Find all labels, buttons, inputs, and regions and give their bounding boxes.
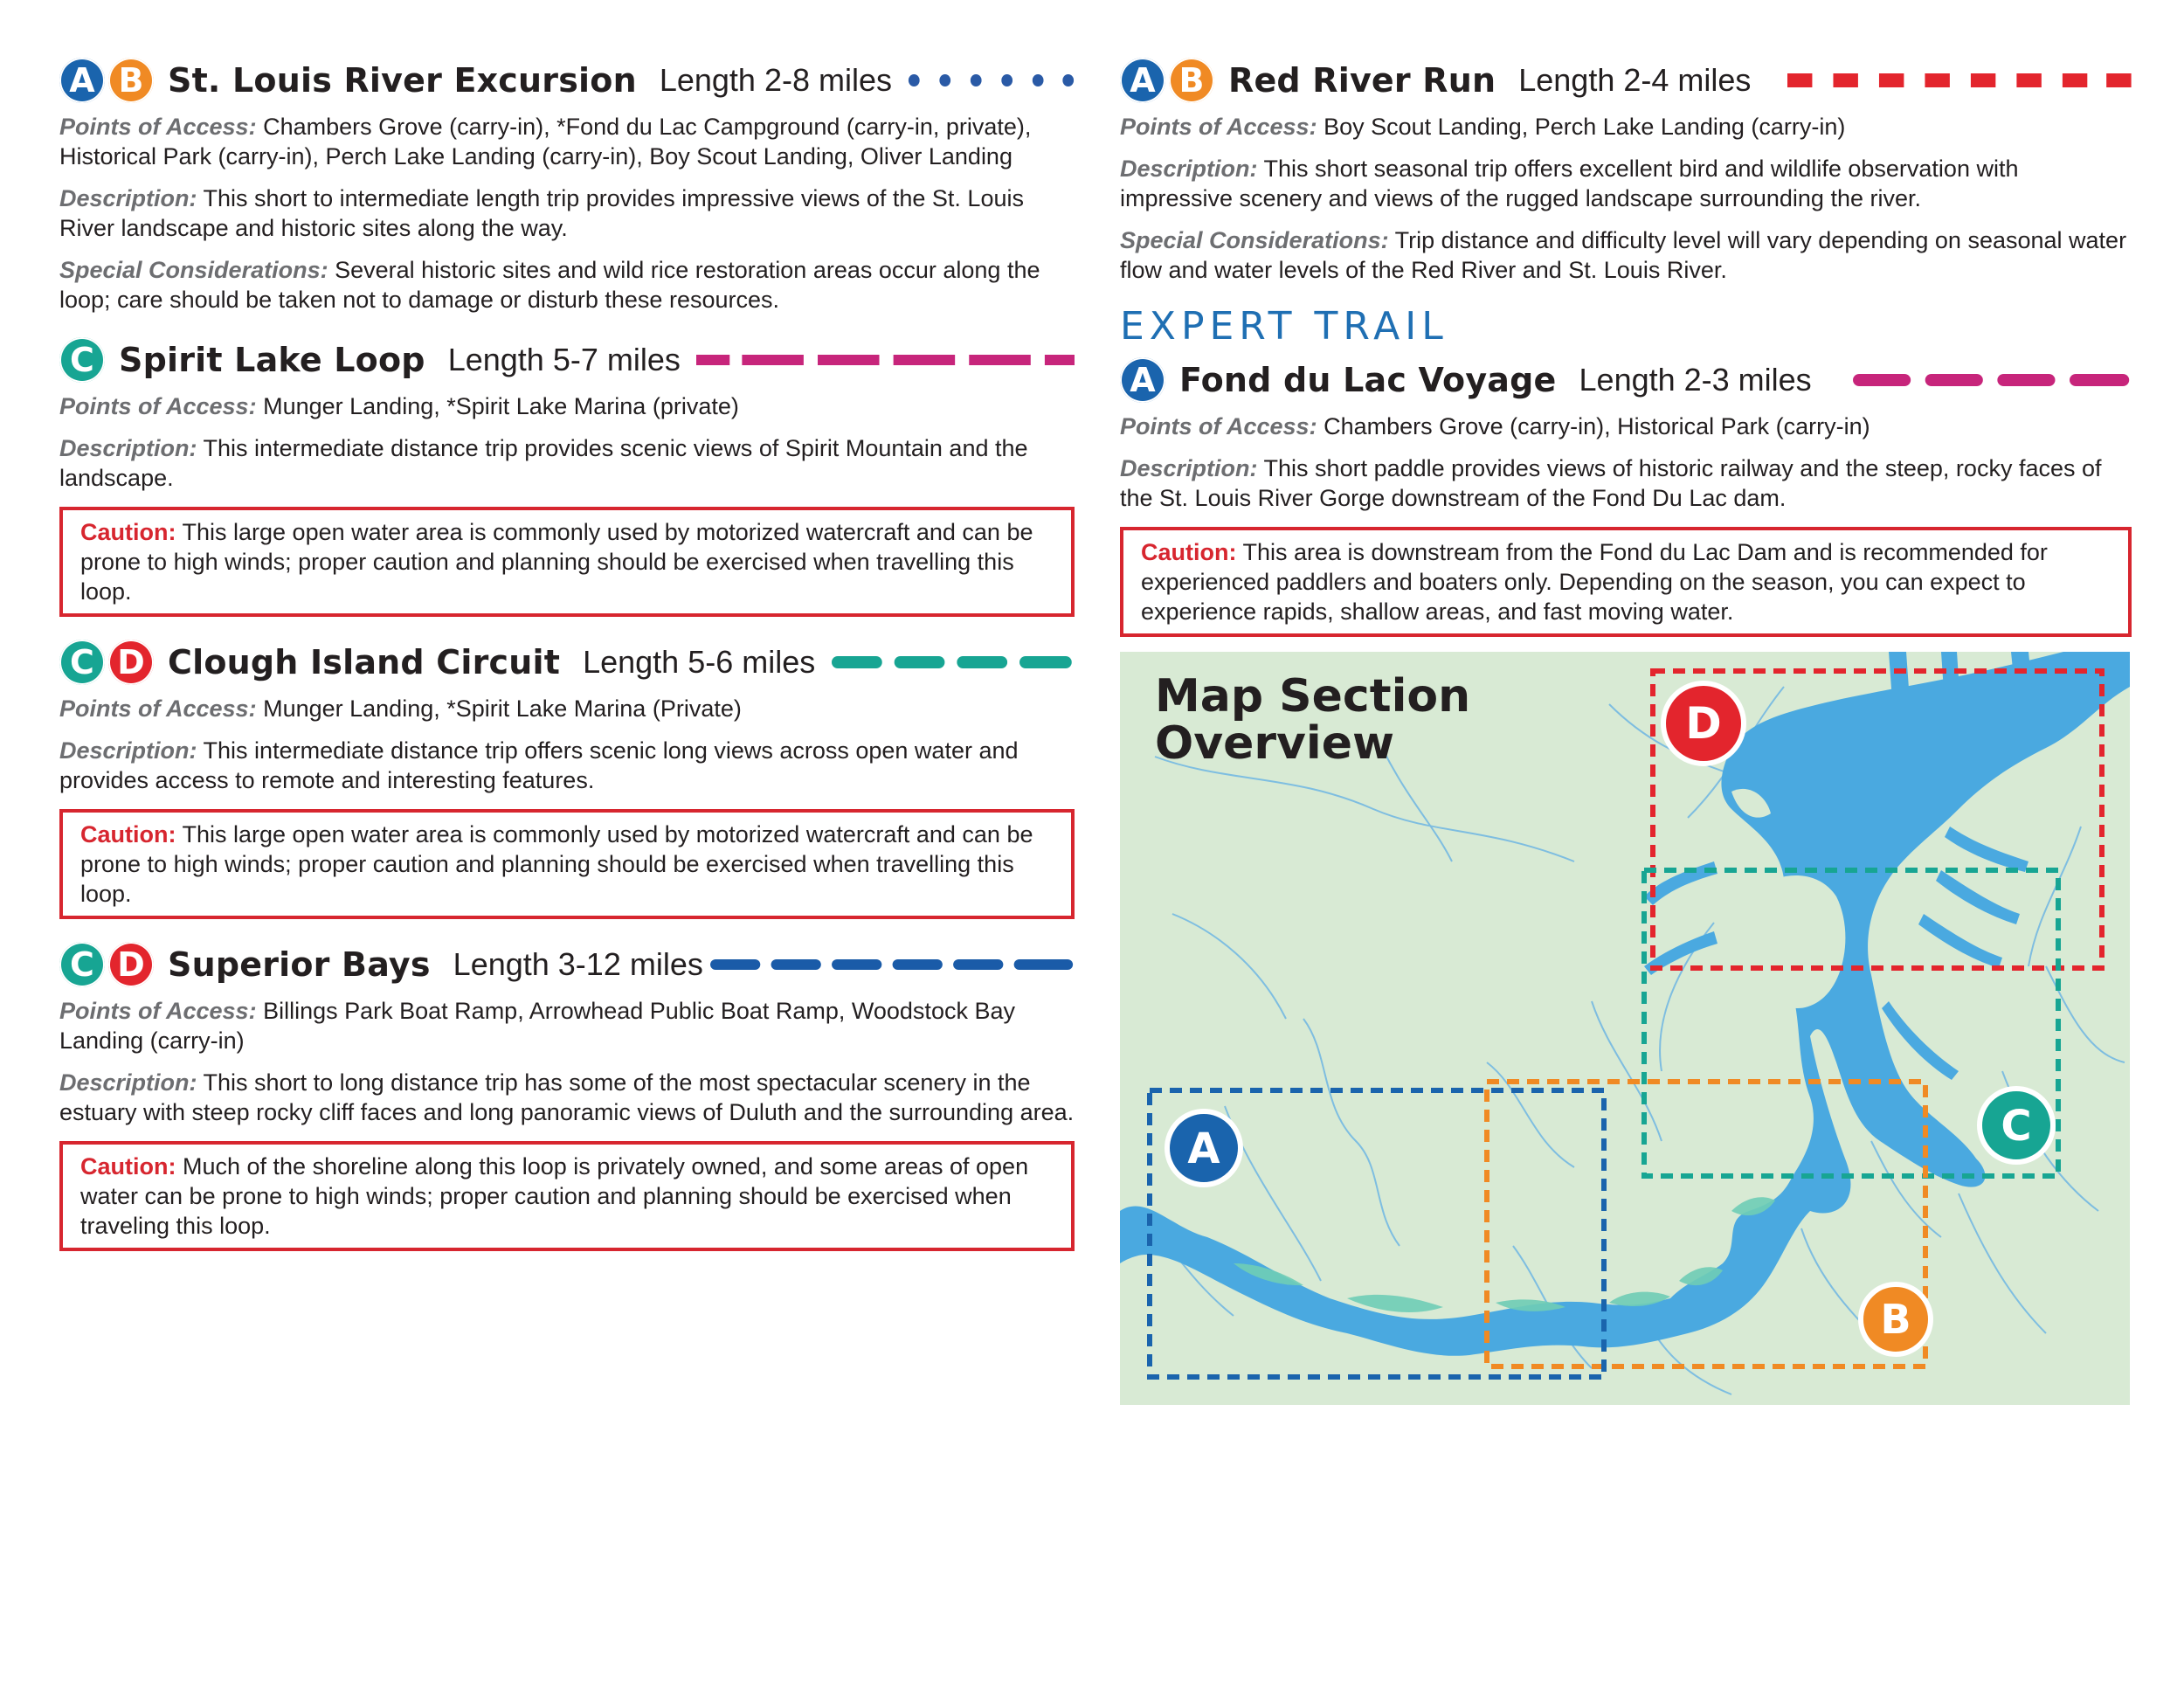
trail-name: Spirit Lake Loop <box>119 341 425 379</box>
trail-superior-bays <box>59 938 1075 1251</box>
access-label: Points of Access: <box>59 998 257 1024</box>
section-badge-a-icon <box>1167 1111 1241 1185</box>
description-paragraph <box>59 736 1075 795</box>
map-title <box>1155 670 1471 770</box>
trail-red-river-run <box>1120 54 2132 285</box>
access-label: Points of Access: <box>59 393 257 419</box>
trail-header <box>59 334 1075 386</box>
trail-clough-island-circuit <box>59 636 1075 919</box>
caution-label: Caution: <box>80 821 176 847</box>
special-text: Several historic sites and wild rice restoration areas occur along the loop; care should be taken not to damage or disturb these resources. <box>59 257 1040 313</box>
access-label: Points of Access: <box>1120 114 1317 140</box>
description-paragraph <box>59 433 1075 493</box>
map-title-line1: Map Section <box>1155 670 1471 723</box>
map-title-line2: Overview <box>1155 717 1395 770</box>
trail-header <box>59 636 1075 688</box>
access-paragraph <box>59 391 1075 421</box>
caution-text: Much of the shoreline along this loop is privately owned, and some areas of open water can be prone to high winds; proper caution and planning should be exercised when traveling this loop. <box>80 1153 1029 1239</box>
section-badge-a-label: A <box>1187 1124 1220 1173</box>
description-label: Description: <box>59 435 197 461</box>
section-badge-c-label: C <box>2001 1102 2032 1151</box>
trail-length: Length 2-3 miles <box>1579 362 1812 398</box>
badge-d-icon: D <box>108 942 154 987</box>
trail-header <box>59 938 1075 991</box>
trail-fond-du-lac-voyage <box>1120 354 2132 637</box>
square-dashed-red-line-icon <box>1787 67 2132 93</box>
special-paragraph <box>59 255 1075 315</box>
description-text: This short to long distance trip has some of the most spectacular scenery in the estuary with steep rocky cliff faces and long panoramic views of Duluth and the surrounding area. <box>59 1069 1075 1125</box>
description-paragraph <box>59 1068 1075 1127</box>
description-label: Description: <box>1120 455 1258 481</box>
description-text: This intermediate distance trip provides scenic views of Spirit Mountain and the landscape. <box>59 435 1028 491</box>
trail-header <box>59 54 1075 107</box>
caution-box <box>59 1141 1075 1251</box>
trail-header <box>1120 354 2132 406</box>
trail-length: Length 2-4 miles <box>1518 62 1752 98</box>
section-badge-d-icon <box>1663 683 1744 764</box>
description-paragraph <box>59 183 1075 243</box>
description-label: Description: <box>59 185 197 211</box>
section-badge-c-icon <box>1980 1089 2053 1162</box>
special-paragraph <box>1120 225 2132 285</box>
trail-badges <box>1120 357 1169 403</box>
badge-b-icon: B <box>1169 58 1214 103</box>
caution-label: Caution: <box>80 1153 176 1180</box>
right-column <box>1120 54 2132 656</box>
access-paragraph <box>59 694 1075 723</box>
dashed-navy-line-icon <box>708 951 1075 978</box>
trail-badges <box>59 58 157 103</box>
trail-header <box>1120 54 2132 107</box>
trail-length: Length 3-12 miles <box>453 946 703 982</box>
trail-name: Red River Run <box>1228 61 1496 100</box>
dashed-teal-line-icon <box>831 649 1075 675</box>
caution-text: This area is downstream from the Fond du Lac Dam and is recommended for experienced paddlers and boaters only. Depending on the season, you can expect to experience rapids, shallow areas, and fast moving water. <box>1141 539 2048 625</box>
access-paragraph <box>1120 412 2132 441</box>
trail-st-louis-river-excursion <box>59 54 1075 315</box>
trail-length: Length 5-7 miles <box>447 342 681 377</box>
caution-box <box>59 507 1075 617</box>
trail-name: Fond du Lac Voyage <box>1179 361 1557 399</box>
trail-name: Clough Island Circuit <box>168 643 561 681</box>
access-paragraph <box>1120 112 2132 142</box>
trail-length: Length 2-8 miles <box>659 62 892 98</box>
badge-a-icon: A <box>59 58 105 103</box>
special-label: Special Considerations: <box>1120 227 1389 253</box>
trail-badges <box>59 337 108 383</box>
trail-badges <box>59 942 157 987</box>
dotted-blue-line-icon <box>908 67 1075 93</box>
caution-box <box>1120 527 2132 637</box>
access-text: Boy Scout Landing, Perch Lake Landing (carry-in) <box>1324 114 1846 140</box>
trail-name: Superior Bays <box>168 945 431 984</box>
badge-c-icon: C <box>59 640 105 685</box>
description-text: This short paddle provides views of historic railway and the steep, rocky faces of the St. Louis River Gorge downstream of the Fond Du Lac dam. <box>1120 455 2102 511</box>
access-text: Munger Landing, *Spirit Lake Marina (private) <box>263 393 739 419</box>
caution-box <box>59 809 1075 919</box>
trail-length: Length 5-6 miles <box>583 644 816 680</box>
special-text: Trip distance and difficulty level will vary depending on seasonal water flow and water levels of the Red River and St. Louis River. <box>1120 227 2127 283</box>
caution-label: Caution: <box>80 519 176 545</box>
access-text: Chambers Grove (carry-in), *Fond du Lac Campground (carry-in, private), Historical Park (carry-in), Perch Lake Landing (carry-in), Boy Scout Landing, Oliver Landing <box>59 114 1032 169</box>
section-badge-d-label: D <box>1685 698 1722 749</box>
caution-text: This large open water area is commonly used by motorized watercraft and can be prone to high winds; proper caution and planning should be exercised when travelling this loop. <box>80 821 1033 907</box>
badge-b-icon: B <box>108 58 154 103</box>
description-text: This short to intermediate length trip provides impressive views of the St. Louis River landscape and historic sites along the way. <box>59 185 1024 241</box>
description-paragraph <box>1120 453 2132 513</box>
caution-label: Caution: <box>1141 539 1237 565</box>
access-text: Munger Landing, *Spirit Lake Marina (Private) <box>263 695 742 722</box>
access-paragraph <box>59 112 1075 171</box>
map-section-overview <box>1120 652 2130 1405</box>
left-column <box>59 54 1075 1270</box>
description-paragraph <box>1120 154 2132 213</box>
description-label: Description: <box>59 737 197 764</box>
trail-badges <box>1120 58 1218 103</box>
description-label: Description: <box>59 1069 197 1096</box>
section-badge-b-icon <box>1861 1284 1931 1354</box>
access-text: Chambers Grove (carry-in), Historical Park (carry-in) <box>1324 413 1870 439</box>
access-label: Points of Access: <box>1120 413 1317 439</box>
badge-a-icon: A <box>1120 58 1165 103</box>
access-text: Billings Park Boat Ramp, Arrowhead Public Boat Ramp, Woodstock Bay Landing (carry-in) <box>59 998 1015 1054</box>
trail-badges <box>59 640 157 685</box>
trail-spirit-lake-loop <box>59 334 1075 617</box>
description-label: Description: <box>1120 156 1258 182</box>
description-text: This intermediate distance trip offers scenic long views across open water and provides access to remote and interesting features. <box>59 737 1019 793</box>
badge-a-icon: A <box>1120 357 1165 403</box>
section-badge-b-label: B <box>1880 1296 1911 1343</box>
access-label: Points of Access: <box>59 695 257 722</box>
special-label: Special Considerations: <box>59 257 328 283</box>
dashed-magenta-line-icon <box>696 347 1075 373</box>
trail-name: St. Louis River Excursion <box>168 61 637 100</box>
badge-c-icon: C <box>59 337 105 383</box>
rounded-magenta-line-icon <box>1852 367 2132 393</box>
description-text: This short seasonal trip offers excellent bird and wildlife observation with impressive scenery and views of the rugged landscape surrounding the river. <box>1120 156 2019 211</box>
badge-c-icon: C <box>59 942 105 987</box>
caution-text: This large open water area is commonly used by motorized watercraft and can be prone to high winds; proper caution and planning should be exercised when travelling this loop. <box>80 519 1033 605</box>
access-label: Points of Access: <box>59 114 257 140</box>
badge-d-icon: D <box>108 640 154 685</box>
expert-trail-heading: EXPERT TRAIL <box>1120 304 1448 349</box>
access-paragraph <box>59 996 1075 1055</box>
